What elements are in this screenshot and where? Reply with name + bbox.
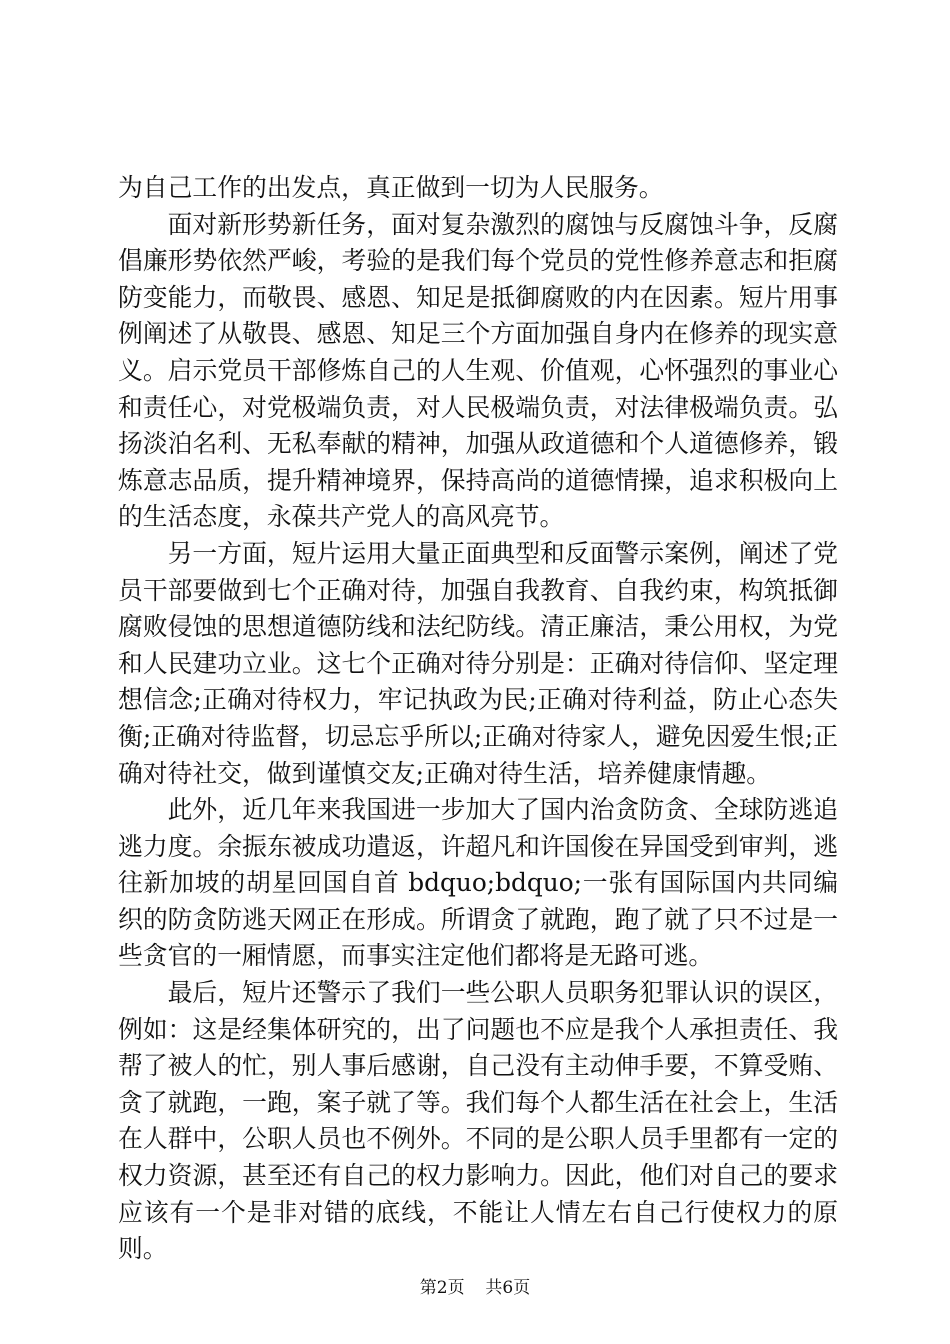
paragraph-anti-corruption-situation: 面对新形势新任务，面对复杂激烈的腐蚀与反腐蚀斗争，反腐倡廉形势依然严峻，考验的是我们每个党员的党性修养意志和拒腐防变能力，而敬畏、感恩、知足是抵御腐败的内在因素。短片用事例阐述了从敬畏、感恩、知足三个方面加强自身内在修养的现实意义。启示党员干部修炼自己的人生观、价值观，心怀强烈的事业心和责任心，对党极端负责，对人民极端负责，对法律极端负责。弘扬淡泊名利、无私奉献的精神，加强从政道德和个人道德修养，锻炼意志品质，提升精神境界，保持高尚的道德情操，追求积极向上的生活态度，永葆共产党人的高风亮节。 (118, 209, 838, 532)
paragraph-seven-correct-attitudes: 另一方面，短片运用大量正面典型和反面警示案例，阐述了党员干部要做到七个正确对待，加强自我教育、自我约束，构筑抵御腐败侵蚀的思想道德防线和法纪防线。清正廉洁，秉公用权，为党和人民建功立业。这七个正确对待分别是：正确对待信仰、坚定理想信念;正确对待权力，牢记执政为民;正确对待利益，防止心态失衡;正确对待监督，切忌忘乎所以;正确对待家人，避免因爱生恨;正确对待社交，做到谨慎交友;正确对待生活，培养健康情趣。 (118, 538, 838, 788)
page-footer (0, 1273, 950, 1298)
paragraph-misconceptions: 最后，短片还警示了我们一些公职人员职务犯罪认识的误区，例如：这是经集体研究的，出了问题也不应是我个人承担责任、我帮了被人的忙，别人事后感谢，自己没有主动伸手要，不算受贿、贪了就跑，一跑，案子就了等。我们每个人都生活在社会上，生活在人群中，公职人员也不例外。不同的是公职人员手里都有一定的权力资源，甚至还有自己的权力影响力。因此，他们对自己的要求应该有一个是非对错的底线，不能让人情左右自己行使权力的原则。 (118, 978, 838, 1264)
page-total: 共6页 (485, 1278, 531, 1298)
paragraph-anti-fleeing: 此外，近几年来我国进一步加大了国内治贪防贪、全球防逃追逃力度。余振东被成功遣返，许超凡和许国俊在异国受到审判，逃往新加坡的胡星回国自首 bdquo;bdquo;一张有国际国内共同编织的防贪防逃天网正在形成。所谓贪了就跑，跑了就了只不过是一些贪官的一厢情愿，而事实注定他们都将是无路可逃。 (118, 795, 838, 971)
paragraph-continuation: 为自己工作的出发点，真正做到一切为人民服务。 (118, 173, 664, 202)
page-number: 第2页 (419, 1278, 465, 1298)
body-text (118, 170, 838, 1268)
